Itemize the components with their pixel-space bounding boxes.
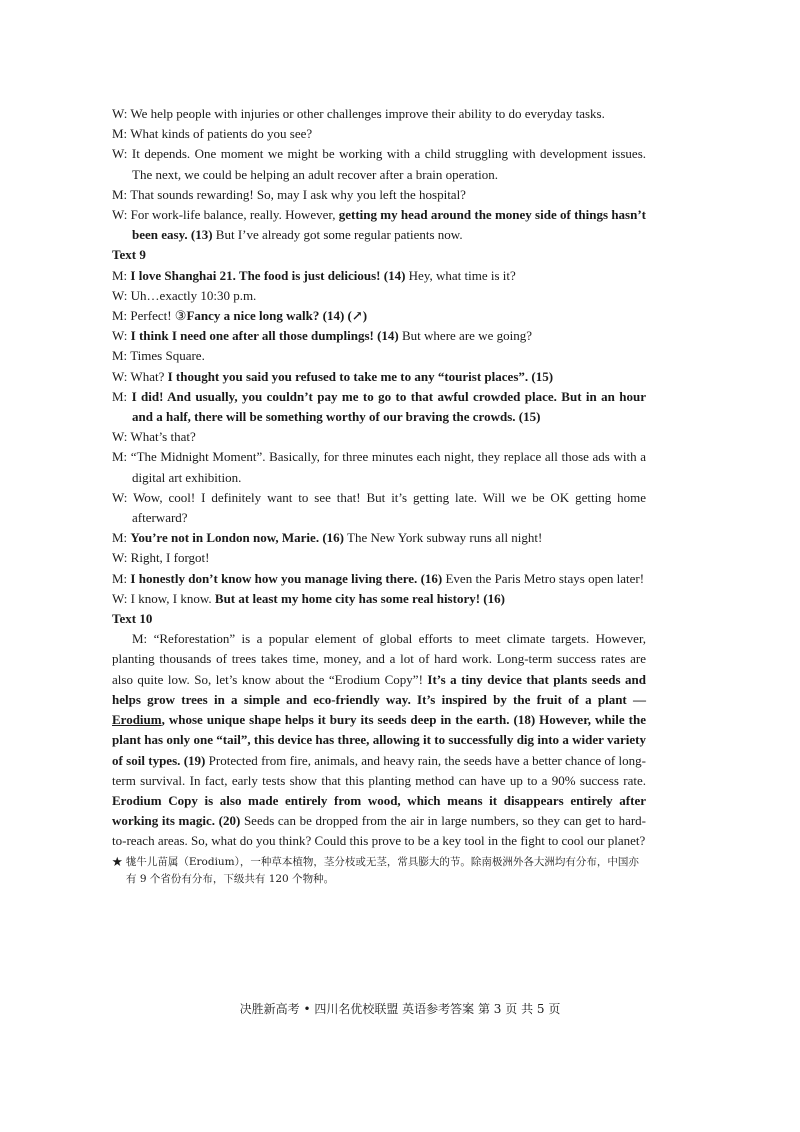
speaker-label: W: xyxy=(112,287,131,303)
text-run: What’s that? xyxy=(130,429,196,445)
text-run: (16) xyxy=(420,570,443,586)
text-run: Wow, cool! I definitely want to see that! But it’s getting late. Will we be OK getting home afterward? xyxy=(132,489,646,526)
text-run: The New York subway runs all night! xyxy=(344,530,543,546)
speaker-label: M: xyxy=(112,530,131,546)
dialogue-line xyxy=(112,326,646,346)
speaker-label: W: xyxy=(112,146,132,162)
dialogue-line xyxy=(112,144,646,184)
text-run: However, while the plant has only one “tail”, this device has three, allowing it to successfully dig into a wider variety of soil types. (19) xyxy=(112,712,646,768)
text-run: , whose unique shape helps it bury its seeds deep in the earth. (18) xyxy=(161,712,536,728)
dialogue-line xyxy=(112,306,646,326)
text9-dialogue xyxy=(112,266,646,609)
dialogue-line xyxy=(112,346,646,366)
text-run: (14) xyxy=(383,267,406,283)
dialogue-line xyxy=(112,548,646,568)
speaker-label: M: xyxy=(112,126,131,142)
dialogue-line xyxy=(112,266,646,286)
dialogue-line xyxy=(112,387,646,427)
text-run: I think I need one after all those dumplings! xyxy=(130,328,374,344)
text-run: I thought you said you refused to take me to any “tourist places”. (15) xyxy=(167,368,554,384)
text-run: (16) xyxy=(322,530,344,546)
dialogue-line xyxy=(112,488,646,528)
text-run: You’re not in London now, Marie. xyxy=(130,530,320,546)
text-run: For work-life balance, really. However, xyxy=(130,207,339,223)
speaker-label: W: xyxy=(112,590,131,606)
speaker-label: M: xyxy=(112,570,131,586)
text-run: (14) xyxy=(377,328,399,344)
text-run: Times Square. xyxy=(130,348,205,364)
speaker-label: M: xyxy=(112,186,131,202)
speaker-label: W: xyxy=(112,489,134,505)
text-run: That sounds rewarding! So, may I ask why you left the hospital? xyxy=(130,186,466,202)
dialogue-line xyxy=(112,447,646,487)
text10-passage xyxy=(112,629,646,851)
text-run: Erodium Copy is also made entirely from wood, which means it disappears entirely after working its magic. (20) xyxy=(112,792,646,829)
speaker-label: M: xyxy=(112,388,132,404)
speaker-label: M: xyxy=(112,449,131,465)
text-run: (13) xyxy=(190,227,213,243)
page-footer: 决胜新高考 • 四川名优校联盟 英语参考答案 第 3 页 共 5 页 xyxy=(239,1002,561,1016)
text-run: Fancy a nice long walk? (14) (↗) xyxy=(186,308,368,324)
dialogue-line xyxy=(112,205,646,245)
text-run: What? xyxy=(130,368,168,384)
text-run: Erodium xyxy=(112,712,162,728)
dialogue-section xyxy=(112,104,646,245)
text-run: Seeds can be dropped from the air in large numbers, so they can get to hard-to-reach areas. So, what do you think? Could this prove to be a key tool in the fight to cool our planet? xyxy=(112,813,646,849)
text-run: But where are we going? xyxy=(398,328,532,344)
footnote: ★ 牻牛儿苗属（Erodium），一种草本植物，茎分枝或无茎，常具膨大的节。除南极洲外各大洲均有分布，中国亦有 9 个省份有分布，下级共有 120 个物种。 xyxy=(112,855,639,885)
text-run: getting my head around the money side of things hasn’t been easy. xyxy=(132,207,646,243)
text-run: “The Midnight Moment”. Basically, for three minutes each night, they replace all those ads with a digital art exhibition. xyxy=(130,449,646,485)
text-run: I did! And usually, you couldn’t pay me to go to that awful crowded place. But in an hour and a half, there will be something worthy of our braving the crowds. (15) xyxy=(131,388,647,425)
speaker-label: W: xyxy=(112,328,131,344)
dialogue-line xyxy=(112,286,646,306)
text-run: Perfect! ③ xyxy=(130,308,187,324)
text9-heading: Text 9 xyxy=(112,247,146,263)
text-run: I love Shanghai 21. The food is just delicious! xyxy=(130,267,381,283)
text-run: What kinds of patients do you see? xyxy=(130,126,313,142)
text-run: But I’ve already got some regular patients now. xyxy=(212,227,463,243)
text-run: I know, I know. xyxy=(130,590,215,606)
dialogue-line xyxy=(112,185,646,205)
speaker-label: W: xyxy=(112,429,131,445)
speaker-label: M: xyxy=(112,348,131,364)
answer-key-page xyxy=(112,104,646,888)
text-run: It depends. One moment we might be working with a child struggling with development issues. The next, we could be helping an adult recover after a brain operation. xyxy=(131,146,646,182)
speaker-label: M: xyxy=(112,267,131,283)
dialogue-line xyxy=(112,589,646,609)
text-run: Hey, what time is it? xyxy=(405,267,516,283)
dialogue-line xyxy=(112,427,646,447)
text-run: Protected from fire, animals, and heavy rain, the seeds have a better chance of long-term survival. In fact, early tests show that this planting method can have up to a 90% success rate. xyxy=(112,752,646,788)
text-run: M: “Reforestation” is a popular element of global efforts to meet climate targets. However, planting thousands of trees takes time, money, and a lot of hard work. Long-term success rates are also quite low. So, let’s know about the “Erodium Copy”! xyxy=(112,631,646,687)
speaker-label: M: xyxy=(112,308,131,324)
dialogue-line xyxy=(112,124,646,144)
text-run: Right, I forgot! xyxy=(130,550,210,566)
speaker-label: W: xyxy=(112,106,131,121)
speaker-label: W: xyxy=(112,368,131,384)
text-run: Uh…exactly 10:30 p.m. xyxy=(130,287,257,303)
text-run: It’s a tiny device that plants seeds and helps grow trees in a simple and eco-friendly way. It’s inspired by the fruit of a plant — xyxy=(112,671,646,707)
speaker-label: W: xyxy=(112,550,131,566)
dialogue-line xyxy=(112,104,646,124)
dialogue-line xyxy=(112,569,646,589)
text-run: Even the Paris Metro stays open later! xyxy=(442,570,645,586)
text10-heading: Text 10 xyxy=(112,611,153,627)
text-run: We help people with injuries or other challenges improve their ability to do everyday tasks. xyxy=(130,106,605,121)
dialogue-line xyxy=(112,367,646,387)
speaker-label: W: xyxy=(112,207,131,223)
text-run: But at least my home city has some real history! (16) xyxy=(214,590,505,606)
text-run: I honestly don’t know how you manage living there. xyxy=(130,570,418,586)
dialogue-line xyxy=(112,528,646,548)
